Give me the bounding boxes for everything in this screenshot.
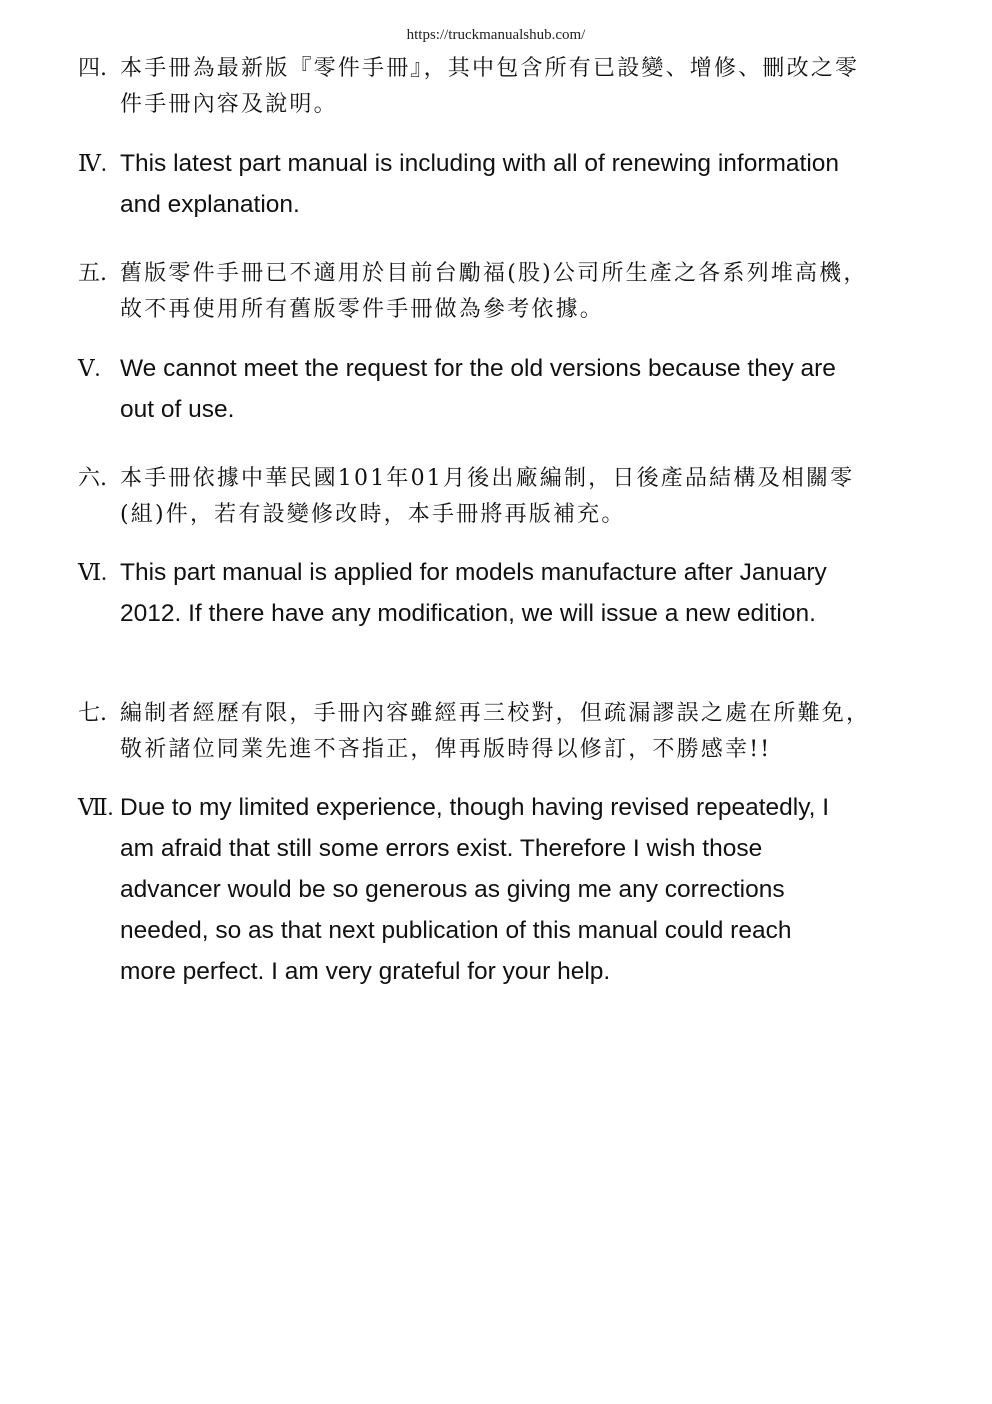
en-item-number: Ⅵ. xyxy=(78,560,107,585)
en-line: am afraid that still some errors exist. Therefore I wish those xyxy=(120,835,763,862)
en-line: advancer would be so generous as giving me any corrections xyxy=(120,876,785,903)
section-5 xyxy=(0,256,992,328)
en-line: 2012. If there have any modification, we will issue a new edition. xyxy=(120,600,816,627)
en-paragraph xyxy=(0,552,992,634)
zh-paragraph xyxy=(0,461,992,533)
zh-item-number: 四. xyxy=(78,56,107,81)
zh-line: (組)件，若有設變修改時，本手冊將再版補充。 xyxy=(120,502,626,527)
en-paragraph xyxy=(0,787,992,992)
zh-paragraph xyxy=(0,696,992,768)
en-paragraph xyxy=(0,143,992,225)
en-line: We cannot meet the request for the old versions because they are xyxy=(120,355,836,382)
zh-line: 舊版零件手冊已不適用於目前台勵福(股)公司所生產之各系列堆高機， xyxy=(120,261,868,286)
zh-line: 件手冊內容及說明。 xyxy=(120,92,338,117)
zh-item-number: 七. xyxy=(78,701,107,726)
zh-line: 本手冊為最新版『零件手冊』，其中包含所有已設變、增修、刪改之零 xyxy=(120,56,860,81)
zh-line: 編制者經歷有限，手冊內容雖經再三校對，但疏漏謬誤之處在所難免， xyxy=(120,701,871,726)
zh-line: 本手冊依據中華民國101年01月後出廠編制，日後產品結構及相關零 xyxy=(120,466,855,491)
section-4 xyxy=(0,51,992,123)
en-line: Due to my limited experience, though having revised repeatedly, I xyxy=(120,794,830,821)
en-paragraph xyxy=(0,348,992,430)
section-4-en xyxy=(0,143,992,225)
en-line: This part manual is applied for models manufacture after January xyxy=(120,559,827,586)
zh-paragraph xyxy=(0,256,992,328)
zh-item-number: 六. xyxy=(78,466,107,491)
en-line: more perfect. I am very grateful for your help. xyxy=(120,958,611,985)
section-7 xyxy=(0,696,992,768)
en-line: out of use. xyxy=(120,396,235,423)
zh-line: 故不再使用所有舊版零件手冊做為參考依據。 xyxy=(120,297,605,322)
en-item-number: Ⅶ. xyxy=(78,795,114,820)
en-item-number: Ⅳ. xyxy=(78,151,107,176)
zh-item-number: 五. xyxy=(78,261,107,286)
header-url: https://truckmanualshub.com/ xyxy=(406,27,586,43)
zh-paragraph xyxy=(0,51,992,123)
en-line: This latest part manual is including with all of renewing information xyxy=(120,150,840,177)
en-line: and explanation. xyxy=(120,191,300,218)
en-item-number: Ⅴ. xyxy=(78,356,101,381)
section-5-en xyxy=(0,348,992,430)
section-6-en xyxy=(0,552,992,634)
section-7-en xyxy=(0,787,992,992)
en-line: needed, so as that next publication of this manual could reach xyxy=(120,917,792,944)
zh-line: 敬祈諸位同業先進不吝指正，俾再版時得以修訂，不勝感幸!! xyxy=(120,737,772,762)
section-6 xyxy=(0,461,992,533)
